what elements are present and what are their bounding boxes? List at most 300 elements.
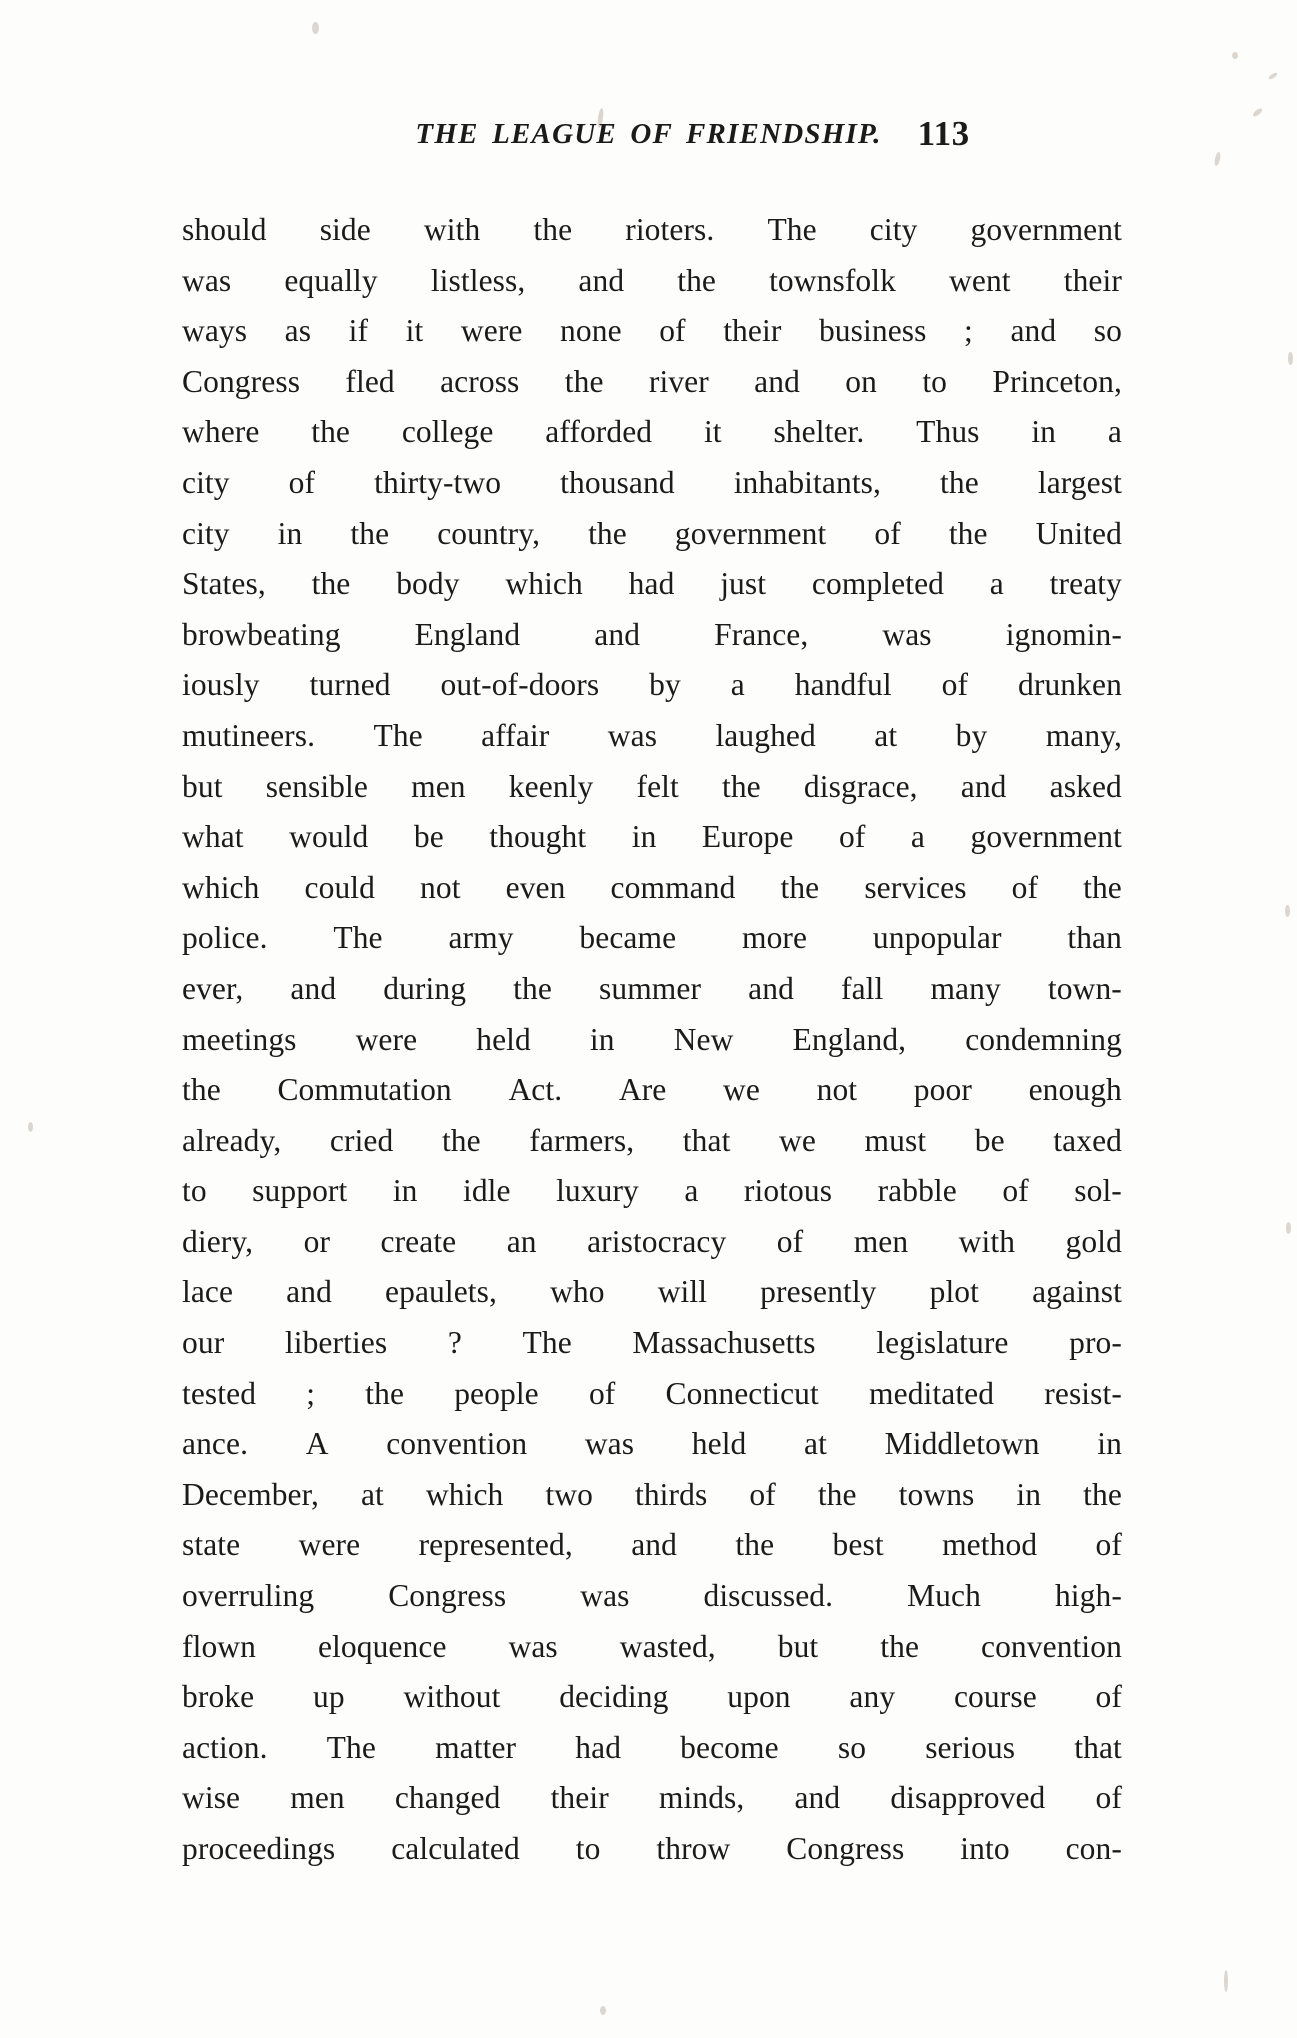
- word: police.: [182, 920, 268, 956]
- word: laughed: [715, 717, 816, 753]
- word: aristocracy: [587, 1223, 727, 1259]
- text-line: [182, 1723, 1122, 1774]
- word: resist-: [1044, 1375, 1122, 1411]
- word: cried: [329, 1122, 394, 1158]
- word: we: [779, 1122, 816, 1158]
- word: already,: [182, 1122, 282, 1158]
- word: their: [550, 1780, 609, 1816]
- word: meetings: [182, 1021, 297, 1057]
- word: condemning: [965, 1021, 1122, 1057]
- word: with: [423, 212, 481, 247]
- word: went: [949, 262, 1011, 298]
- text-line: [182, 1824, 1122, 1875]
- word: which: [425, 1476, 504, 1512]
- word: thirty-two: [374, 464, 502, 500]
- word: be: [413, 819, 444, 855]
- word: a: [1107, 414, 1122, 450]
- word: a: [989, 566, 1004, 602]
- word: of: [1095, 1780, 1122, 1816]
- word: of: [838, 819, 866, 855]
- word: inhabitants,: [733, 464, 882, 500]
- word: government: [970, 212, 1122, 247]
- text-line: [182, 711, 1122, 762]
- text-line: [182, 1622, 1122, 1673]
- word: the: [441, 1122, 481, 1158]
- word: Middletown: [884, 1426, 1040, 1462]
- word: mutineers.: [182, 717, 316, 753]
- word: should: [182, 212, 267, 247]
- word: or: [303, 1223, 331, 1259]
- word: and: [794, 1780, 841, 1816]
- word: into: [960, 1831, 1010, 1866]
- word: was: [182, 262, 232, 298]
- word: river: [648, 363, 709, 399]
- body-text: [182, 205, 1122, 1875]
- word: ?: [447, 1325, 462, 1361]
- scan-artifact: [312, 22, 319, 34]
- word: if: [348, 313, 369, 349]
- word: the: [365, 1375, 405, 1411]
- word: an: [506, 1223, 537, 1259]
- word: the: [948, 515, 988, 551]
- word: sol-: [1074, 1173, 1122, 1209]
- word: where: [182, 414, 260, 450]
- word: taxed: [1053, 1122, 1122, 1158]
- text-line: [182, 205, 1122, 256]
- word: which: [505, 566, 583, 602]
- word: enough: [1028, 1072, 1122, 1108]
- word: held: [476, 1021, 531, 1057]
- word: browbeating: [182, 616, 341, 652]
- scan-artifact: [28, 1122, 33, 1132]
- word: with: [958, 1223, 1016, 1259]
- word: body: [396, 566, 460, 602]
- word: even: [505, 869, 566, 905]
- word: course: [953, 1679, 1037, 1715]
- word: during: [383, 970, 467, 1006]
- word: two: [545, 1476, 593, 1512]
- word: a: [910, 819, 925, 855]
- text-line: [182, 509, 1122, 560]
- word: and: [960, 768, 1007, 804]
- word: The: [373, 717, 423, 753]
- word: Europe: [701, 819, 794, 855]
- word: England,: [792, 1021, 907, 1057]
- word: was: [508, 1628, 558, 1664]
- word: sensible: [265, 768, 368, 804]
- word: state: [182, 1527, 241, 1563]
- word: ;: [306, 1375, 316, 1411]
- word: plot: [929, 1274, 979, 1310]
- word: and: [290, 970, 337, 1006]
- word: overruling: [182, 1578, 315, 1614]
- word: who: [550, 1274, 605, 1310]
- page-number: 113: [917, 114, 970, 153]
- word: the: [588, 515, 627, 551]
- word: the: [513, 970, 552, 1006]
- text-line: [182, 762, 1122, 813]
- word: country,: [437, 515, 541, 551]
- scan-artifact: [1288, 352, 1293, 365]
- text-line: [182, 1773, 1122, 1824]
- word: of: [941, 667, 969, 703]
- word: their: [1063, 262, 1122, 298]
- text-line: [182, 1116, 1122, 1167]
- word: government: [970, 819, 1122, 855]
- word: by: [955, 717, 988, 753]
- word: the: [940, 464, 979, 500]
- word: and: [631, 1527, 677, 1563]
- word: more: [741, 920, 808, 956]
- word: gold: [1065, 1223, 1122, 1259]
- word: of: [874, 515, 901, 551]
- word: ways: [182, 313, 248, 349]
- word: the: [880, 1628, 920, 1664]
- word: disapproved: [890, 1780, 1046, 1816]
- word: the: [182, 1072, 221, 1108]
- scan-artifact: [1285, 905, 1290, 917]
- word: in: [277, 515, 303, 551]
- word: the: [1083, 869, 1122, 905]
- word: rabble: [877, 1173, 957, 1209]
- word: represented,: [418, 1527, 573, 1563]
- word: townsfolk: [769, 262, 896, 298]
- word: would: [289, 819, 369, 855]
- word: of: [1095, 1679, 1122, 1715]
- word: the: [780, 869, 820, 905]
- word: city: [182, 464, 230, 500]
- word: become: [680, 1729, 779, 1765]
- word: A: [305, 1426, 329, 1462]
- text-line: [182, 357, 1122, 408]
- word: what: [182, 819, 244, 855]
- word: rioters.: [625, 212, 715, 247]
- text-line: [182, 1470, 1122, 1521]
- word: and: [594, 616, 641, 652]
- scan-artifact: [1224, 1970, 1228, 1992]
- text-line: [182, 1166, 1122, 1217]
- word: Act.: [508, 1072, 563, 1108]
- text-line: [182, 256, 1122, 307]
- word: Congress: [182, 363, 301, 399]
- word: thirds: [634, 1476, 708, 1512]
- word: United: [1035, 515, 1122, 551]
- word: were: [355, 1021, 418, 1057]
- word: held: [691, 1426, 747, 1462]
- word: wise: [182, 1780, 241, 1816]
- word: afforded: [545, 414, 653, 450]
- word: shelter.: [773, 414, 865, 450]
- word: their: [723, 313, 782, 349]
- word: none: [560, 313, 622, 349]
- word: and: [1010, 313, 1057, 349]
- word: deciding: [559, 1679, 669, 1715]
- word: thought: [489, 819, 587, 855]
- word: legislature: [876, 1325, 1009, 1361]
- text-line: [182, 1672, 1122, 1723]
- word: Connecticut: [665, 1375, 819, 1411]
- word: in: [1097, 1426, 1122, 1462]
- word: completed: [811, 566, 945, 602]
- scan-artifact: [1214, 152, 1222, 167]
- word: Princeton,: [992, 363, 1122, 399]
- word: the: [311, 566, 351, 602]
- word: iously: [182, 667, 260, 703]
- word: at: [874, 717, 898, 753]
- word: luxury: [556, 1173, 639, 1209]
- word: men: [290, 1780, 345, 1816]
- word: to: [922, 363, 948, 399]
- word: it: [703, 414, 722, 450]
- word: command: [610, 869, 736, 905]
- word: towns: [898, 1476, 975, 1512]
- word: Are: [618, 1072, 667, 1108]
- word: and: [286, 1274, 332, 1310]
- word: not: [816, 1072, 858, 1108]
- word: men: [853, 1223, 909, 1259]
- text-line: [182, 559, 1122, 610]
- word: must: [864, 1122, 927, 1158]
- word: the: [677, 262, 717, 298]
- word: ance.: [182, 1426, 249, 1462]
- word: throw: [656, 1831, 731, 1866]
- word: and: [754, 363, 800, 399]
- word: presently: [760, 1274, 877, 1310]
- word: changed: [394, 1780, 501, 1816]
- word: calculated: [391, 1831, 520, 1866]
- word: poor: [913, 1072, 972, 1108]
- word: Massachusetts: [632, 1325, 816, 1361]
- word: our: [182, 1325, 225, 1361]
- word: liberties: [284, 1325, 388, 1361]
- word: as: [284, 313, 312, 349]
- word: of: [776, 1223, 804, 1259]
- word: fled: [345, 363, 395, 399]
- scan-artifact: [1268, 71, 1278, 80]
- text-line: [182, 407, 1122, 458]
- word: convention: [981, 1628, 1122, 1664]
- scan-artifact: [600, 2006, 606, 2015]
- word: in: [589, 1021, 615, 1057]
- word: the: [1083, 1476, 1122, 1512]
- word: ;: [964, 313, 973, 349]
- word: a: [684, 1173, 699, 1209]
- word: and: [578, 262, 625, 298]
- word: college: [401, 414, 494, 450]
- word: were: [298, 1527, 361, 1563]
- word: lace: [182, 1274, 234, 1310]
- text-line: [182, 812, 1122, 863]
- word: matter: [435, 1729, 517, 1765]
- word: so: [1093, 313, 1122, 349]
- text-line: [182, 1267, 1122, 1318]
- word: support: [252, 1173, 348, 1209]
- word: proceedings: [182, 1831, 336, 1866]
- word: equally: [284, 262, 378, 298]
- word: side: [319, 212, 371, 247]
- word: broke: [182, 1679, 255, 1715]
- word: of: [749, 1476, 776, 1512]
- word: on: [845, 363, 877, 399]
- text-line: [182, 913, 1122, 964]
- word: was: [580, 1578, 630, 1614]
- word: listless,: [430, 262, 526, 298]
- word: ignomin-: [1005, 616, 1122, 652]
- word: farmers,: [529, 1122, 635, 1158]
- word: be: [974, 1122, 1005, 1158]
- text-line: [182, 306, 1122, 357]
- word: Thus: [916, 414, 980, 450]
- word: The: [326, 1729, 376, 1765]
- text-line: [182, 1318, 1122, 1369]
- text-line: [182, 1369, 1122, 1420]
- word: turned: [309, 667, 391, 703]
- word: which: [182, 869, 260, 905]
- word: to: [575, 1831, 601, 1866]
- word: across: [440, 363, 520, 399]
- word: summer: [599, 970, 702, 1006]
- word: we: [723, 1072, 760, 1108]
- word: Congress: [786, 1831, 905, 1866]
- text-line: [182, 1520, 1122, 1571]
- scan-artifact: [1286, 1222, 1291, 1234]
- text-line: [182, 863, 1122, 914]
- word: the: [817, 1476, 857, 1512]
- word: States,: [182, 566, 266, 602]
- text-line: [182, 964, 1122, 1015]
- text-line: [182, 1015, 1122, 1066]
- word: New: [673, 1021, 734, 1057]
- word: became: [579, 920, 677, 956]
- text-line: [182, 1065, 1122, 1116]
- word: it: [405, 313, 424, 349]
- word: idle: [462, 1173, 511, 1209]
- word: Congress: [388, 1578, 507, 1614]
- word: men: [411, 768, 466, 804]
- word: flown: [182, 1628, 256, 1664]
- word: city: [869, 212, 918, 247]
- word: people: [454, 1375, 539, 1411]
- word: a: [730, 667, 745, 703]
- word: that: [1074, 1729, 1122, 1765]
- word: town-: [1047, 970, 1122, 1006]
- word: up: [313, 1679, 345, 1715]
- word: services: [864, 869, 967, 905]
- word: of: [1002, 1173, 1029, 1209]
- word: just: [720, 566, 767, 602]
- text-line: [182, 458, 1122, 509]
- word: against: [1032, 1274, 1122, 1310]
- word: could: [304, 869, 375, 905]
- word: meditated: [869, 1375, 995, 1411]
- word: many,: [1045, 717, 1122, 753]
- word: in: [1016, 1476, 1042, 1512]
- word: the: [564, 363, 604, 399]
- word: and: [748, 970, 794, 1006]
- word: government: [674, 515, 827, 551]
- word: tested: [182, 1375, 257, 1411]
- word: city: [182, 515, 230, 551]
- word: France,: [714, 616, 809, 652]
- word: to: [182, 1173, 207, 1209]
- word: affair: [481, 717, 550, 753]
- word: not: [420, 869, 461, 905]
- text-line: [182, 1217, 1122, 1268]
- word: was: [584, 1426, 635, 1462]
- running-title: THE LEAGUE OF FRIENDSHIP.: [415, 118, 882, 150]
- word: at: [804, 1426, 827, 1462]
- text-line: [182, 1571, 1122, 1622]
- word: The: [522, 1325, 572, 1361]
- word: at: [360, 1476, 384, 1512]
- word: diery,: [182, 1223, 254, 1259]
- word: was: [607, 717, 658, 753]
- text-line: [182, 660, 1122, 711]
- word: the: [533, 212, 573, 247]
- word: will: [657, 1274, 708, 1310]
- word: unpopular: [872, 920, 1002, 956]
- word: action.: [182, 1729, 268, 1765]
- word: convention: [386, 1426, 528, 1462]
- word: had: [575, 1729, 622, 1765]
- word: felt: [636, 768, 679, 804]
- word: riotous: [743, 1173, 833, 1209]
- text-line: [182, 610, 1122, 661]
- word: so: [837, 1729, 867, 1765]
- word: The: [767, 212, 817, 247]
- word: without: [403, 1679, 501, 1715]
- word: serious: [925, 1729, 1016, 1765]
- word: of: [1095, 1527, 1122, 1563]
- word: of: [588, 1375, 616, 1411]
- word: pro-: [1069, 1325, 1122, 1361]
- word: of: [1011, 869, 1039, 905]
- word: epaulets,: [385, 1274, 497, 1310]
- word: that: [682, 1122, 731, 1158]
- word: best: [832, 1527, 884, 1563]
- word: the: [721, 768, 761, 804]
- word: were: [460, 313, 523, 349]
- word: in: [392, 1173, 418, 1209]
- scan-artifact: [1252, 107, 1264, 118]
- word: of: [659, 313, 686, 349]
- word: December,: [182, 1476, 319, 1512]
- word: in: [631, 819, 657, 855]
- word: Commutation: [277, 1072, 452, 1108]
- word: eloquence: [317, 1628, 447, 1664]
- word: ever,: [182, 970, 244, 1006]
- word: in: [1031, 414, 1057, 450]
- word: con-: [1065, 1831, 1122, 1866]
- word: upon: [727, 1679, 791, 1715]
- word: method: [942, 1527, 1038, 1563]
- word: thousand: [560, 464, 675, 500]
- word: minds,: [658, 1780, 745, 1816]
- word: fall: [841, 970, 884, 1006]
- word: disgrace,: [803, 768, 918, 804]
- word: many: [930, 970, 1001, 1006]
- word: the: [311, 414, 351, 450]
- word: discussed.: [703, 1578, 834, 1614]
- word: by: [649, 667, 681, 703]
- word: England: [414, 616, 521, 652]
- word: treaty: [1049, 566, 1122, 602]
- word: the: [350, 515, 390, 551]
- word: than: [1067, 920, 1122, 956]
- word: handful: [794, 667, 892, 703]
- word: drunken: [1018, 667, 1122, 703]
- word: The: [333, 920, 383, 956]
